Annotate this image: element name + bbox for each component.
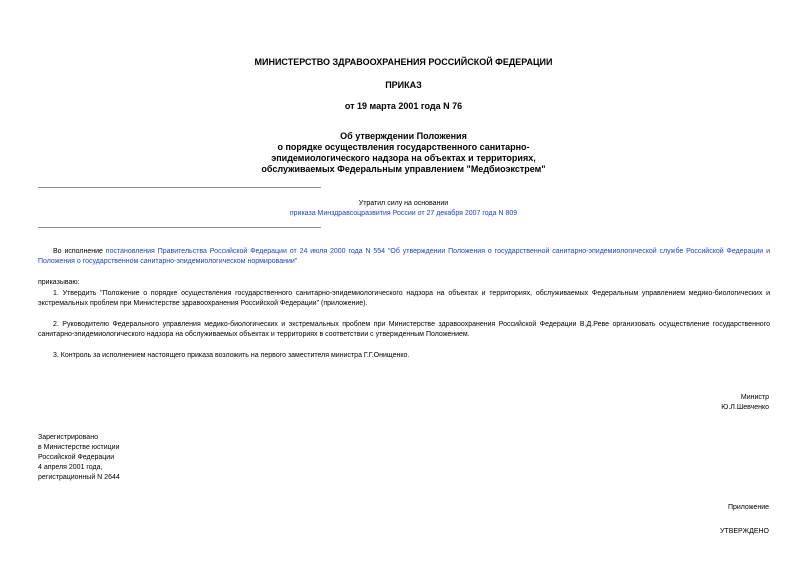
registration-line: в Министерстве юстиции [38,444,120,451]
document-type: ПРИКАЗ [385,80,422,90]
title-line: о порядке осуществления государственного санитарно- [277,142,530,152]
signature-block [721,393,769,413]
appendix-label: Приложение [727,504,769,511]
divider-bottom [38,227,321,228]
title-line: обслуживаемых Федеральным управлением "Медбиоэкстрем" [261,164,546,174]
order-item-2: 2. Руководителю Федерального управления медико-биологических и экстремальных проблем при Министерстве здравоохранения Российской Федерации В.Д.Реве организовать осуществление государственного санитарно-эпидемиологического надзора на обслуживаемых объектах и территориях в соответствии с утвержденным Положением. [38,321,770,338]
intro-paragraph [38,247,770,267]
annulment-text: Утратил силу на основании [358,200,449,207]
government-decree-link[interactable]: постановления Правительства Российской Федерации от 24 июля 2000 года N 554 "Об утверждении Положения о государственной санитарно-эпидемиологической службе Российской Федерации и Положения о государственном санитарно-эпидемиологическом нормировании" [38,248,770,265]
signatory-position: Министр [740,394,769,401]
registration-line: Российской Федерации [38,454,115,461]
annulment-link[interactable]: приказа Минздравсоцразвития России от 27 декабря 2007 года N 809 [289,210,518,217]
ministry-heading: МИНИСТЕРСТВО ЗДРАВООХРАНЕНИЯ РОССИЙСКОЙ ФЕДЕРАЦИИ [254,57,553,67]
orders-word: приказываю: [38,279,80,286]
signatory-name: Ю.Л.Шевченко [721,404,769,411]
registration-line: Зарегистрировано [38,434,98,441]
registration-block [38,433,120,483]
document-title [0,131,807,175]
intro-prefix: Во исполнение [53,248,106,255]
annulment-note [0,199,807,219]
document-date: от 19 марта 2001 года N 76 [344,101,463,111]
registration-line: 4 апреля 2001 года, [38,464,103,471]
title-line: эпидемиологического надзора на объектах и территориях, [271,153,536,163]
approved-label: УТВЕРЖДЕНО [719,528,769,535]
order-item-3: 3. Контроль за исполнением настоящего приказа возложить на первого заместителя министра Г.Г.Онищенко. [53,352,410,359]
divider-top [38,187,321,188]
order-item-1: 1. Утвердить "Положение о порядке осуществления государственного санитарно-эпидемиологического надзора на объектах и территориях, обслуживаемых Федеральным управлением медико-биологических и экстремальных проблем при Министерстве здравоохранения Российской Федерации" (приложение). [38,290,770,307]
title-line: Об утверждении Положения [340,131,467,141]
registration-line: регистрационный N 2644 [38,474,120,481]
